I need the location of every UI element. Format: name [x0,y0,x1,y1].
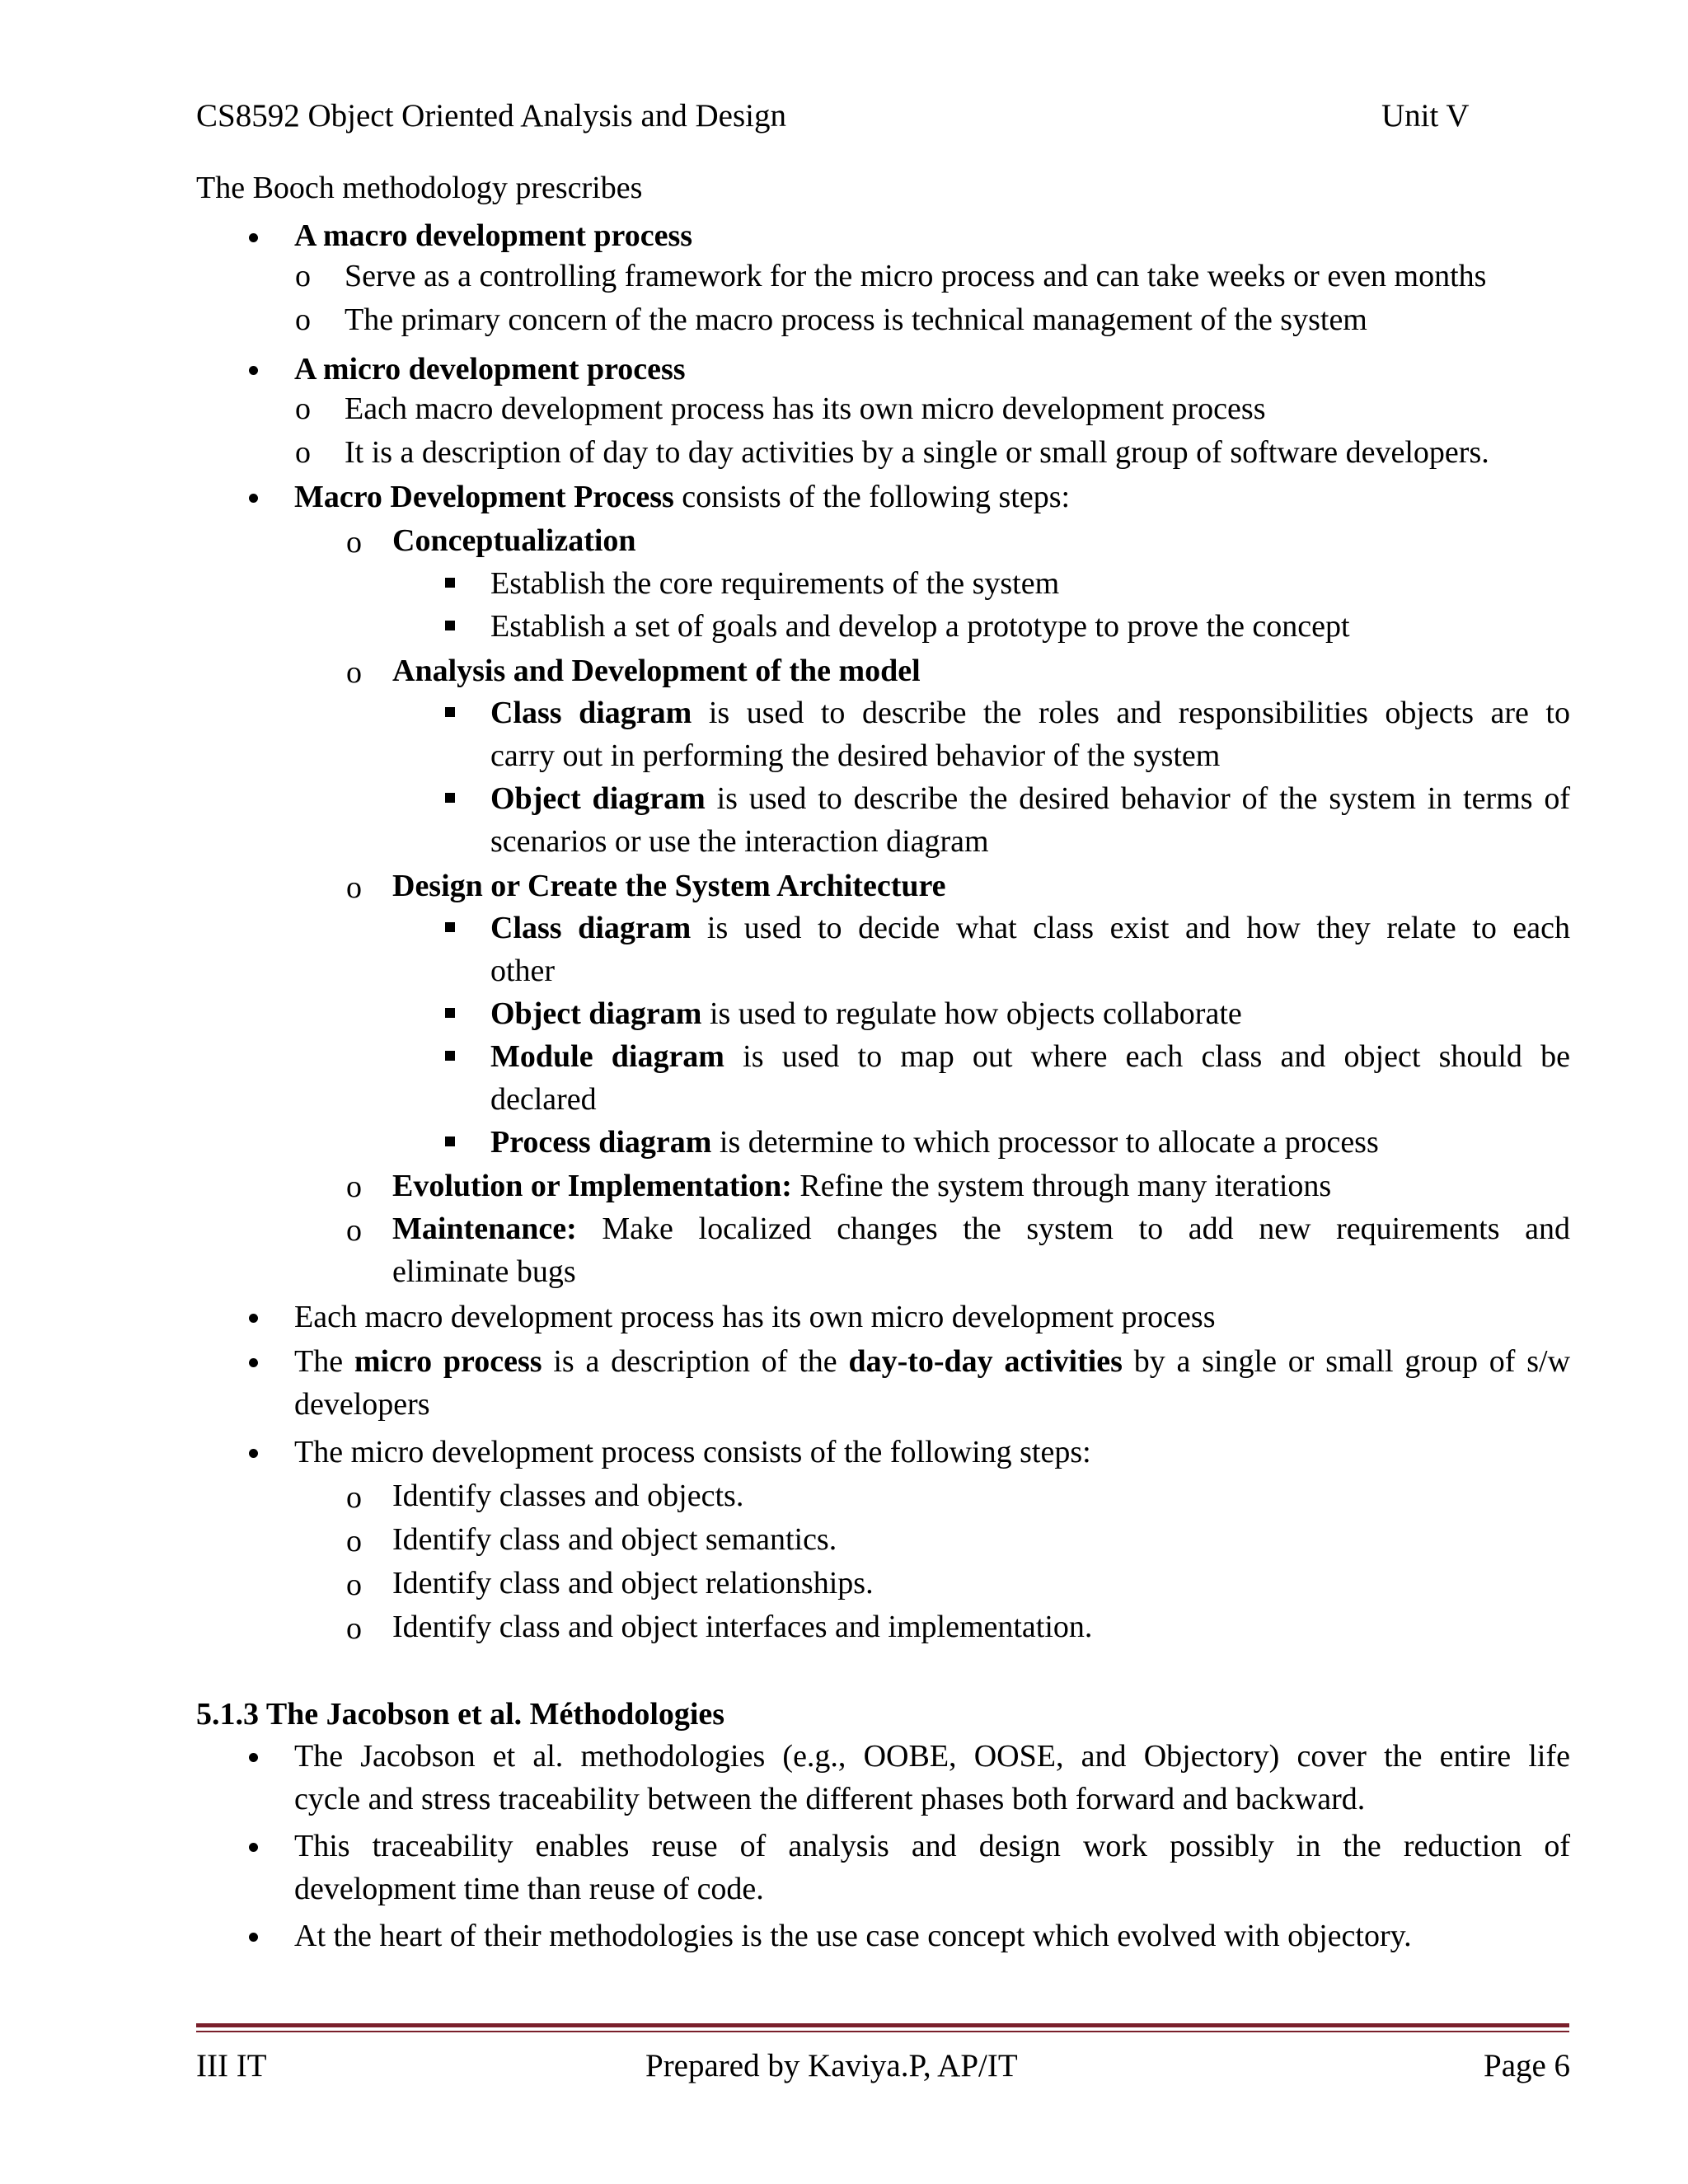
design-item-1-line-2: other [490,954,556,988]
jacobson-bullet-1-line-1: The Jacobson et al. methodologies (e.g., OOBE, OOSE, and Objectory) cover the entire life [294,1739,1570,1774]
evolution-text: Refine the system through many iterations [791,1169,1332,1203]
header-course: CS8592 Object Oriented Analysis and Design [196,98,786,134]
design-item-2 [490,996,1242,1032]
macro-sub-2: The primary concern of the macro process is technical management of the system [345,302,1367,337]
design-item-3-line-2: declared [490,1082,597,1117]
micro-step-4: Identify class and object interfaces and implementation. [392,1610,1093,1644]
analysis-item-2-line-2: scenarios or use the interaction diagram [490,824,989,859]
micro-process-label: micro process [354,1344,542,1379]
bullet-icon [249,1933,258,1942]
micro-step-3: Identify class and object relationships. [392,1566,874,1601]
footer-left: III IT [196,2048,267,2083]
design-title: Design or Create the System Architecture [392,869,946,903]
analysis-item-2-text: is used to describe the desired behavior of the system in terms of [705,781,1571,816]
bullet-icon [249,366,258,375]
header-unit: Unit V [1381,98,1470,134]
footer-page-number: Page 6 [1484,2048,1571,2083]
square-bullet-icon [445,1008,455,1018]
circle-bullet-icon: o [346,525,362,560]
square-bullet-icon [445,578,455,588]
day-to-day-label: day-to-day activities [848,1344,1123,1379]
maintenance-line-2: eliminate bugs [392,1254,576,1289]
circle-bullet-icon: o [295,302,311,337]
circle-bullet-icon: o [346,1524,362,1558]
module-diagram-label: Module diagram [490,1039,724,1074]
evolution-label: Evolution or Implementation: [392,1169,792,1203]
concept-item-2: Establish a set of goals and develop a prototype to prove the concept [490,609,1350,644]
footer-center: Prepared by Kaviya.P, AP/IT [645,2048,1018,2083]
micro-heading: A micro development process [294,352,686,387]
micro-desc-line-2: developers [294,1387,430,1422]
evolution-line [392,1168,1331,1204]
design-item-2-text: is used to regulate how objects collaborate [701,996,1242,1031]
micro-step-1: Identify classes and objects. [392,1479,744,1513]
micro-desc-line-1 [294,1343,1570,1380]
class-diagram-label: Class diagram [490,696,692,730]
micro-sub-2: It is a description of day to day activities by a single or small group of software developers. [345,435,1489,470]
analysis-item-1-line-2: carry out in performing the desired behavior of the system [490,738,1221,773]
micro-step-2: Identify class and object semantics. [392,1522,837,1557]
circle-bullet-icon: o [346,655,362,690]
micro-sub-1: Each macro development process has its own micro development process [345,391,1266,426]
analysis-item-2-line-1 [490,780,1570,817]
macro-steps-bold: Macro Development Process [294,480,674,514]
macro-steps-rest: consists of the following steps: [673,480,1071,514]
square-bullet-icon [445,793,455,803]
bullet-icon [249,1314,258,1323]
maintenance-line-1 [392,1211,1570,1247]
bullet-icon [249,1753,258,1762]
micro-desc-part: by a single or small group of s/w [1122,1344,1571,1379]
design-item-3-text: is used to map out where each class and object should be [724,1039,1570,1074]
circle-bullet-icon: o [295,435,311,470]
process-diagram-label: Process diagram [490,1125,712,1160]
circle-bullet-icon: o [346,870,362,905]
each-macro-text: Each macro development process has its own micro development process [294,1300,1216,1334]
circle-bullet-icon: o [346,1611,362,1646]
design-item-1-line-1 [490,910,1570,946]
circle-bullet-icon: o [346,1568,362,1602]
concept-item-1: Establish the core requirements of the system [490,566,1060,601]
footer-rule-thick [196,2023,1569,2027]
circle-bullet-icon: o [346,1480,362,1515]
macro-sub-1: Serve as a controlling framework for the micro process and can take weeks or even months [345,259,1487,293]
section-title: 5.1.3 The Jacobson et al. Méthodologies [196,1697,725,1732]
concept-title: Conceptualization [392,523,636,558]
jacobson-bullet-2-line-1: This traceability enables reuse of analysis and design work possibly in the reduction of [294,1829,1570,1863]
object-diagram-label: Object diagram [490,781,706,816]
bullet-icon [249,233,258,242]
design-item-1-text: is used to decide what class exist and how they relate to each [691,911,1570,945]
micro-desc-part: The [294,1344,354,1379]
design-item-3-line-1 [490,1038,1570,1075]
circle-bullet-icon: o [346,1169,362,1204]
micro-steps-intro: The micro development process consists of the following steps: [294,1435,1091,1469]
bullet-icon [249,1449,258,1458]
maintenance-label: Maintenance: [392,1212,577,1246]
circle-bullet-icon: o [295,391,311,426]
analysis-item-1-text: is used to describe the roles and responsibilities objects are to [692,696,1570,730]
object-diagram-label: Object diagram [490,996,702,1031]
circle-bullet-icon: o [346,1213,362,1248]
jacobson-bullet-3: At the heart of their methodologies is the use case concept which evolved with objectory. [294,1919,1412,1953]
intro-text: The Booch methodology prescribes [196,171,643,205]
analysis-title: Analysis and Development of the model [392,654,921,688]
bullet-icon [249,1843,258,1852]
jacobson-bullet-2-line-2: development time than reuse of code. [294,1872,764,1906]
bullet-icon [249,1358,258,1367]
design-item-4-text: is determine to which processor to allocate a process [711,1125,1379,1160]
square-bullet-icon [445,1137,455,1146]
square-bullet-icon [445,1051,455,1061]
square-bullet-icon [445,621,455,630]
macro-steps-line [294,479,1070,515]
square-bullet-icon [445,707,455,717]
maintenance-text: Make localized changes the system to add new requirements and [576,1212,1570,1246]
design-item-4 [490,1124,1379,1160]
analysis-item-1-line-1 [490,695,1570,731]
square-bullet-icon [445,922,455,932]
bullet-icon [249,494,258,503]
macro-heading: A macro development process [294,218,693,253]
micro-desc-part: is a description of the [542,1344,849,1379]
class-diagram-label: Class diagram [490,911,692,945]
circle-bullet-icon: o [295,259,311,293]
jacobson-bullet-1-line-2: cycle and stress traceability between the different phases both forward and backward. [294,1782,1366,1816]
footer-rule-thin [196,2031,1569,2032]
